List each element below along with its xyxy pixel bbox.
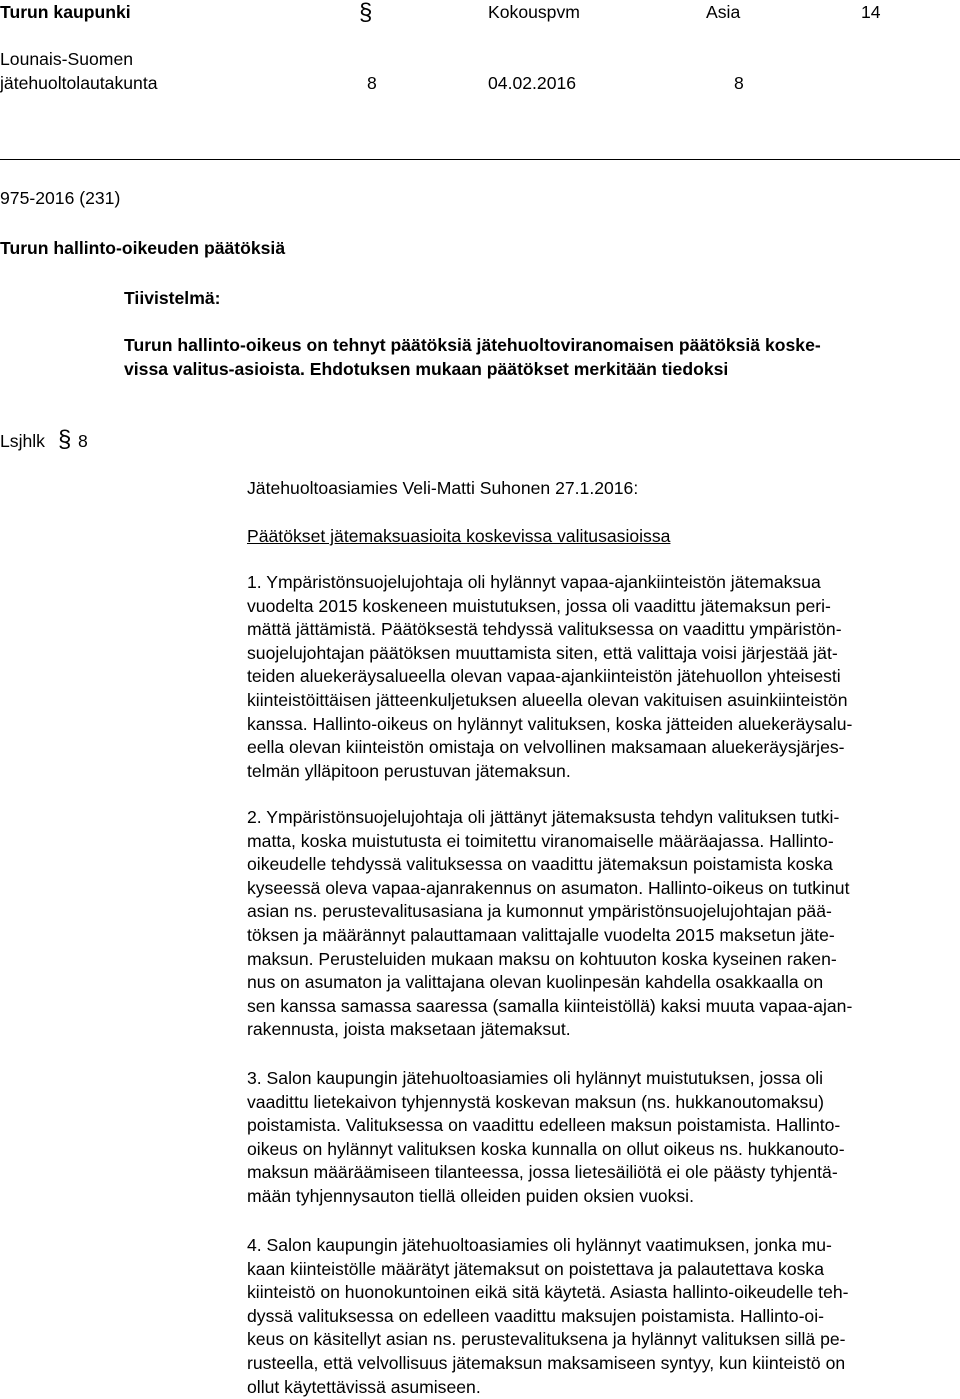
paragraph-line: kiinteistöittäisen jätteenkuljetuksen alueella olevan vakituisen asuinkiinteistön [247,689,848,710]
section-sign-icon [357,0,373,26]
paragraph-2 [247,806,852,1042]
summary-line-2: vissa valitus-asioista. Ehdotuksen mukaan päätökset merkitään tiedoksi [124,359,729,379]
paragraph-line: eella olevan kiinteistön omistaja on velvollinen maksamaan aluekeräysjärjes- [247,737,845,758]
case-number: 975-2016 (231) [0,188,121,208]
meeting-number: 8 [367,73,377,93]
paragraph-line: kanssa. Hallinto-oikeus on hylännyt valituksen, koska jätteiden aluekeräysalu- [247,713,853,734]
paragraph-line: vuodelta 2015 koskeneen muistutuksen, jossa oli vaadittu jätemaksun peri- [247,595,831,616]
svg-text:§: § [58,427,72,453]
header-divider [0,159,960,160]
svg-text:§: § [359,0,373,26]
organization-name: Turun kaupunki [0,2,131,22]
paragraph-line: kaan kiinteistölle määrätyt jätemaksut on poistettava ja palautettava koska [247,1258,825,1279]
paragraph-line: matta, koska muistutusta ei toimitettu viranomaiselle määräajassa. Hallinto- [247,830,834,851]
paragraph-line: poistamista. Valituksessa on vaadittu edelleen maksun poistamista. Hallinto- [247,1115,841,1136]
meeting-date-label: Kokouspvm [488,2,580,22]
paragraph-line: teiden aluekeräysalueella olevan vapaa-ajankiinteistön jätehuollon yhteisesti [247,666,841,687]
paragraph-line: oikeus on hylännyt valituksen koska kunnalla on ollut oikeus ns. hukkanouto- [247,1138,845,1159]
board-name-line2: jätehuoltolautakunta [0,73,158,93]
paragraph-line: 3. Salon kaupungin jätehuoltoasiamies oli hylännyt muistutuksen, jossa oli [247,1068,824,1088]
paragraph-line: mättä jättämistä. Päätöksestä tehdyssä valituksessa on vaadittu ympäristön- [247,619,842,640]
paragraph-line: vaadittu lietekaivon tyhjennystä koskevan maksun (ns. hukkanoutomaksu) [247,1091,824,1112]
reference-number: 8 [78,431,88,451]
page-number: 14 [861,2,881,22]
section-sign-icon [56,427,72,453]
paragraph-line: keus on käsitellyt asian ns. perustevalituksena ja hylännyt valituksen sillä pe- [247,1329,846,1350]
paragraph-line: maksun. Perusteluiden mukaan maksu on kohtuuton koska kyseinen raken- [247,948,837,969]
summary-label: Tiivistelmä: [124,288,221,308]
paragraph-line: kiinteistö on huonokuntoinen eikä sitä käytetä. Asiasta hallinto-oikeudelle teh- [247,1282,849,1303]
paragraph-line: telmän ylläpitoon perustuvan jätemaksun. [247,760,571,781]
paragraph-line: sen kanssa samassa saaressa (samalla kiinteistöllä) kaksi muuta vapaa-ajan- [247,995,853,1016]
paragraph-line: kyseessä oleva vapaa-ajanrakennus on asumaton. Hallinto-oikeus on tutkinut [247,877,850,898]
summary-line-1: Turun hallinto-oikeus on tehnyt päätöksiä jätehuoltoviranomaisen päätöksiä koske- [124,335,821,355]
paragraph-4 [247,1234,849,1399]
paragraph-1 [247,571,852,783]
paragraph-line: dyssä valituksessa on edelleen vaadittu maksujen poistamista. Hallinto-oi- [247,1305,824,1326]
paragraph-line: mään tyhjennysauton tiellä olleiden puiden oksien vuoksi. [247,1185,694,1206]
author-line: Jätehuoltoasiamies Veli-Matti Suhonen 27.1.2016: [247,478,639,498]
paragraph-line: nus on asumaton ja valittajana olevan kuolinpesän kahdella osakkaalla on [247,972,824,993]
paragraph-line: maksun määräämiseen tilanteessa, jossa lietesäiliötä ei ole päästy tyhjentä- [247,1162,838,1183]
board-name-line1: Lounais-Suomen [0,49,134,69]
case-title: Turun hallinto-oikeuden päätöksiä [0,238,286,258]
paragraph-line: rusteella, että velvollisuus jätemaksun maksamiseen syntyy, kun kiinteistö on [247,1352,846,1373]
item-number: 8 [734,73,744,93]
paragraph-line: ollut käytettävissä asumiseen. [247,1376,481,1397]
paragraph-line: töksen ja määrännyt palauttamaan valittajalle vuodelta 2015 maksetun jäte- [247,924,835,945]
paragraph-line: rakennusta, joista maksetaan jätemaksut. [247,1019,571,1040]
paragraph-3 [247,1067,845,1209]
paragraph-line: 1. Ympäristönsuojelujohtaja oli hylännyt vapaa-ajankiinteistön jätemaksua [247,572,821,592]
item-label: Asia [706,2,741,22]
subject-heading: Päätökset jätemaksuasioita koskevissa valitusasioissa [247,526,671,546]
paragraph-line: 2. Ympäristönsuojelujohtaja oli jättänyt jätemaksusta tehdyn valituksen tutki- [247,807,840,827]
paragraph-line: oikeudelle tehdyssä valituksessa on vaadittu jätemaksun poistamista koska [247,854,833,875]
reference-prefix: Lsjhlk [0,431,45,451]
paragraph-line: asian ns. perustevalitusasiana ja kumonnut ympäristönsuojelujohtajan pää- [247,901,832,922]
meeting-date: 04.02.2016 [488,73,577,93]
paragraph-line: 4. Salon kaupungin jätehuoltoasiamies oli hylännyt vaatimuksen, jonka mu- [247,1235,832,1255]
paragraph-line: suojelujohtajan päätöksen muuttamista siten, että valittaja voisi järjestää jät- [247,642,838,663]
